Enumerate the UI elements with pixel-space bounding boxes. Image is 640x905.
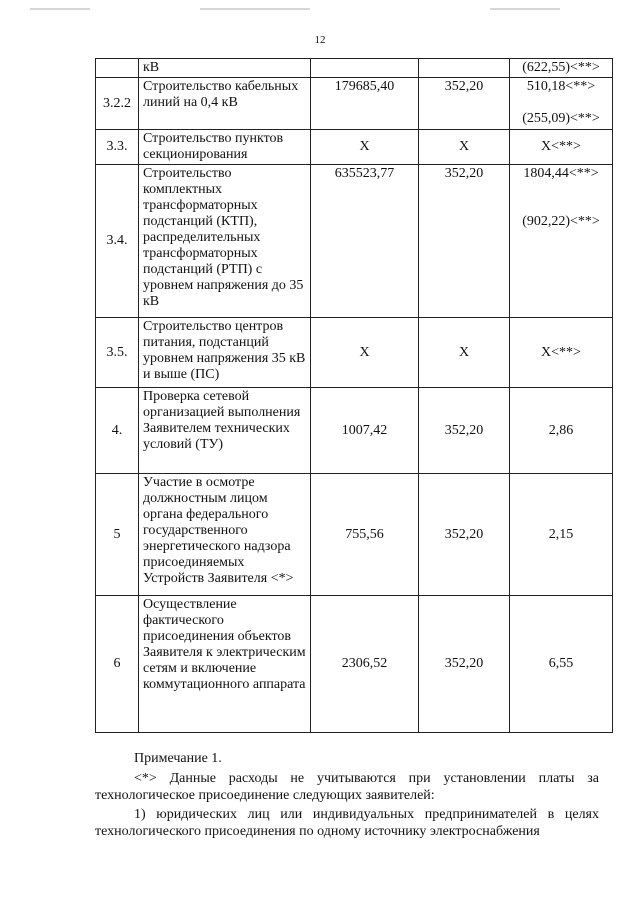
row-rate: 1007,42: [311, 388, 419, 474]
row-cost: 352,20: [419, 165, 510, 318]
row-rate: [311, 59, 419, 78]
row-name: кВ: [139, 59, 311, 78]
page-number: 12: [314, 34, 326, 46]
table-row: [96, 474, 613, 596]
row-value-alt: (255,09)<**>: [522, 111, 600, 126]
row-number: 3.4.: [96, 165, 139, 318]
row-number: 4.: [96, 388, 139, 474]
table-row: [96, 78, 613, 130]
table-row: [96, 165, 613, 318]
row-cost: 352,20: [419, 596, 510, 733]
row-value-main: 510,18<**>: [526, 79, 596, 94]
row-rate: Х: [311, 130, 419, 165]
row-cost: [419, 59, 510, 78]
row-value: (622,55)<**>: [510, 59, 613, 78]
table-row: [96, 596, 613, 733]
note-paragraph: <*> Данные расходы не учитываются при установлении платы за технологическое присоединение следующих заявителей:: [95, 771, 599, 803]
row-cost: 352,20: [419, 388, 510, 474]
row-value: [510, 78, 613, 130]
row-name: Участие в осмотре должностным лицом органа федерального государственного энергетического надзора присоединяемых Устройств Заявителя <*>: [139, 474, 311, 596]
scan-artifact: [200, 8, 310, 10]
table-row: [96, 388, 613, 474]
row-number: 3.2.2: [96, 78, 139, 130]
row-name: Строительство пунктов секционирования: [139, 130, 311, 165]
row-number: 6: [96, 596, 139, 733]
row-value: [510, 165, 613, 318]
row-value-main: 1804,44<**>: [523, 166, 599, 181]
row-cost: Х: [419, 130, 510, 165]
row-rate: 2306,52: [311, 596, 419, 733]
row-value: 2,86: [510, 388, 613, 474]
table-row: [96, 59, 613, 78]
row-name: Строительство кабельных линий на 0,4 кВ: [139, 78, 311, 130]
scan-artifact: [30, 8, 90, 10]
row-number: 5: [96, 474, 139, 596]
fee-table: [95, 58, 613, 733]
row-number: [96, 59, 139, 78]
row-value-alt: (902,22)<**>: [522, 214, 600, 229]
row-number: 3.5.: [96, 318, 139, 388]
row-cost: 352,20: [419, 78, 510, 130]
row-name: Строительство комплектных трансформаторных подстанций (КТП), распределительных трансформаторных подстанций (РТП) с уровнем напряжения до 35 кВ: [139, 165, 311, 318]
table-row: [96, 130, 613, 165]
row-rate: 755,56: [311, 474, 419, 596]
row-rate: 635523,77: [311, 165, 419, 318]
note-heading: Примечание 1.: [134, 751, 222, 766]
row-value: 2,15: [510, 474, 613, 596]
row-number: 3.3.: [96, 130, 139, 165]
row-name: Строительство центров питания, подстанций уровнем напряжения 35 кВ и выше (ПС): [139, 318, 311, 388]
row-cost: 352,20: [419, 474, 510, 596]
row-name: Осуществление фактического присоединения объектов Заявителя к электрическим сетям и включение коммутационного аппарата: [139, 596, 311, 733]
row-name: Проверка сетевой организацией выполнения Заявителем технических условий (ТУ): [139, 388, 311, 474]
table-row: [96, 318, 613, 388]
row-value: Х<**>: [510, 318, 613, 388]
scan-artifact: [490, 8, 560, 10]
row-rate: 179685,40: [311, 78, 419, 130]
row-rate: Х: [311, 318, 419, 388]
row-cost: Х: [419, 318, 510, 388]
note-paragraph: 1) юридических лиц или индивидуальных предпринимателей в целях технологического присоединения по одному источнику электроснабжения: [95, 807, 599, 839]
row-value: 6,55: [510, 596, 613, 733]
row-value: Х<**>: [510, 130, 613, 165]
